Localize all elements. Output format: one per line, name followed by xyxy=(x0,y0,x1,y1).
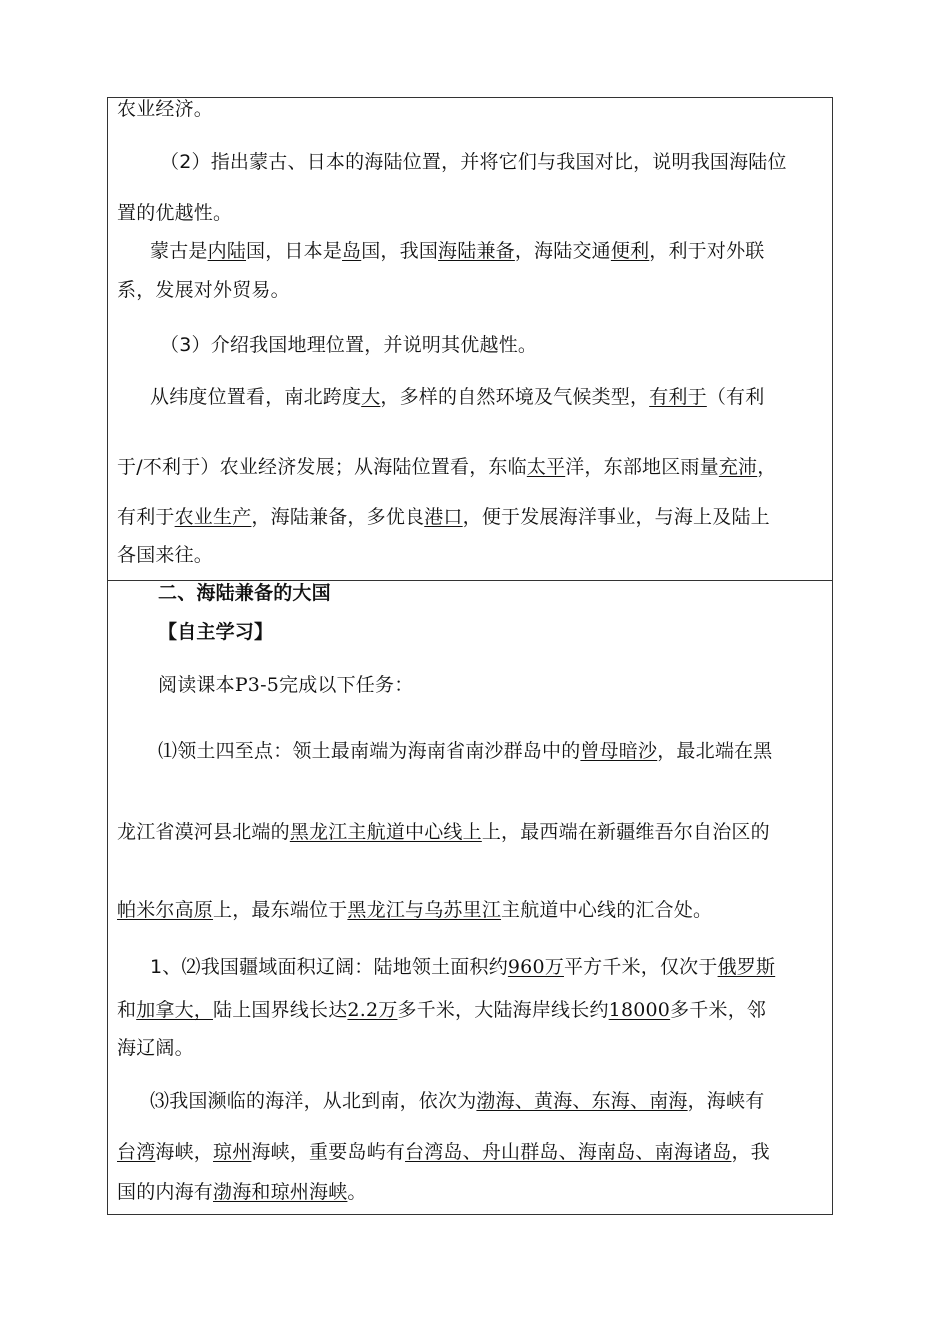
text: 多千米，邻 xyxy=(670,999,767,1021)
text: ，海峡有 xyxy=(687,1090,765,1112)
answer-blank: 农业生产 xyxy=(174,506,252,528)
answer-blank: 2.2万 xyxy=(347,999,398,1021)
answer-blank: 台湾岛、舟山群岛、海南岛、南海诸岛 xyxy=(405,1141,732,1163)
text: 多千米，大陆海岸线长约 xyxy=(397,999,609,1021)
text: 1、⑵我国疆域面积辽阔：陆地领土面积约 xyxy=(150,956,508,978)
s1-answer-3-line-4: 各国来往。 xyxy=(117,544,214,566)
text: ，便于发展海洋事业，与海上及陆上 xyxy=(462,506,770,528)
section-subheading: 【自主学习】 xyxy=(158,621,274,643)
s1-line-3: 置的优越性。 xyxy=(117,202,233,224)
answer-blank: 大 xyxy=(361,386,381,408)
text: 平方千米，仅次于 xyxy=(563,956,718,978)
text: 完成以下任务： xyxy=(279,674,414,696)
s1-answer-3-line-2 xyxy=(117,455,776,479)
s2-p2 xyxy=(117,820,770,844)
reading-instruction xyxy=(158,673,413,697)
answer-blank: 内陆 xyxy=(207,240,247,262)
answer-blank: 渤海、黄海、东海、南海 xyxy=(476,1090,688,1112)
s2-p6: 海辽阔。 xyxy=(117,1037,194,1059)
s1-answer-2-line-1 xyxy=(150,239,764,263)
text: ，利于对外联 xyxy=(649,240,765,262)
answer-blank: 岛 xyxy=(342,240,362,262)
answer-blank: 港口 xyxy=(424,506,463,528)
answer-blank: 黑龙江主航道中心线上 xyxy=(289,821,482,843)
text: 主航道中心线的汇合处。 xyxy=(501,899,713,921)
page-range: P3-5 xyxy=(234,674,279,696)
text: ， xyxy=(757,456,777,478)
text: 上，最东端位于 xyxy=(213,899,348,921)
answer-blank: 俄罗斯 xyxy=(717,956,776,978)
text: ，多样的自然环境及气候类型， xyxy=(380,386,650,408)
text: 于/不利于）农业经济发展；从海陆位置看，东临 xyxy=(117,456,527,478)
text: 蒙古是 xyxy=(150,240,208,262)
section-heading: 二、海陆兼备的大国 xyxy=(158,582,331,604)
answer-blank: 18000 xyxy=(608,999,671,1021)
s1-question-2: （2）指出蒙古、日本的海陆位置，并将它们与我国对比，说明我国海陆位 xyxy=(160,151,787,173)
answer-blank: 便利 xyxy=(610,240,650,262)
text: ，最北端在黑 xyxy=(657,740,773,762)
answer-blank: 琼州 xyxy=(213,1141,252,1163)
text: 海峡， xyxy=(155,1141,214,1163)
text: 国，日本是 xyxy=(246,240,343,262)
text: （有利 xyxy=(706,386,765,408)
s1-answer-3-line-1 xyxy=(150,385,764,409)
text: 上，最西端在新疆维吾尔自治区的 xyxy=(481,821,770,843)
answer-blank: 960万 xyxy=(507,956,564,978)
s1-line-1: 农业经济。 xyxy=(117,98,214,120)
answer-blank: 加拿大， xyxy=(136,999,214,1021)
text: 国的内海有 xyxy=(117,1181,214,1203)
text: 国，我国 xyxy=(361,240,439,262)
s2-p5 xyxy=(117,998,766,1022)
s2-p9 xyxy=(117,1180,367,1204)
s1-answer-2-line-2: 系，发展对外贸易。 xyxy=(117,279,290,301)
answer-blank: 太平 xyxy=(526,456,566,478)
s2-p4 xyxy=(150,955,775,979)
answer-blank: 有利于 xyxy=(649,386,707,408)
answer-blank: 台湾 xyxy=(117,1141,156,1163)
text: ⑴领土四至点：领土最南端为海南省南沙群岛中的 xyxy=(158,740,581,762)
s2-p7 xyxy=(150,1089,764,1113)
s1-answer-3-line-3 xyxy=(117,505,770,529)
s1-question-3: （3）介绍我国地理位置，并说明其优越性。 xyxy=(160,334,538,356)
text: 海峡，重要岛屿有 xyxy=(251,1141,406,1163)
text: 陆上国界线长达 xyxy=(213,999,348,1021)
s2-p1 xyxy=(158,739,772,763)
text: ，我 xyxy=(731,1141,770,1163)
answer-blank: 黑龙江与乌苏里江 xyxy=(347,899,502,921)
s2-p3 xyxy=(117,898,712,922)
text: 洋，东部地区雨量 xyxy=(565,456,719,478)
text: 。 xyxy=(347,1181,367,1203)
text: ⑶我国濒临的海洋，从北到南，依次为 xyxy=(150,1090,477,1112)
text: ，海陆兼备，多优良 xyxy=(251,506,425,528)
text: 从纬度位置看，南北跨度 xyxy=(150,386,362,408)
answer-blank: 渤海和琼州海峡 xyxy=(213,1181,348,1203)
text: 和 xyxy=(117,999,137,1021)
answer-blank: 海陆兼备 xyxy=(438,240,515,262)
text: 有利于 xyxy=(117,506,175,528)
text: 龙江省漠河县北端的 xyxy=(117,821,290,843)
answer-blank: 充沛 xyxy=(718,456,758,478)
s2-p8 xyxy=(117,1140,770,1164)
answer-blank: 曾母暗沙 xyxy=(580,740,658,762)
answer-blank: 帕米尔高原 xyxy=(117,899,214,921)
text: ，海陆交通 xyxy=(514,240,611,262)
text: 阅读课本 xyxy=(158,674,235,696)
